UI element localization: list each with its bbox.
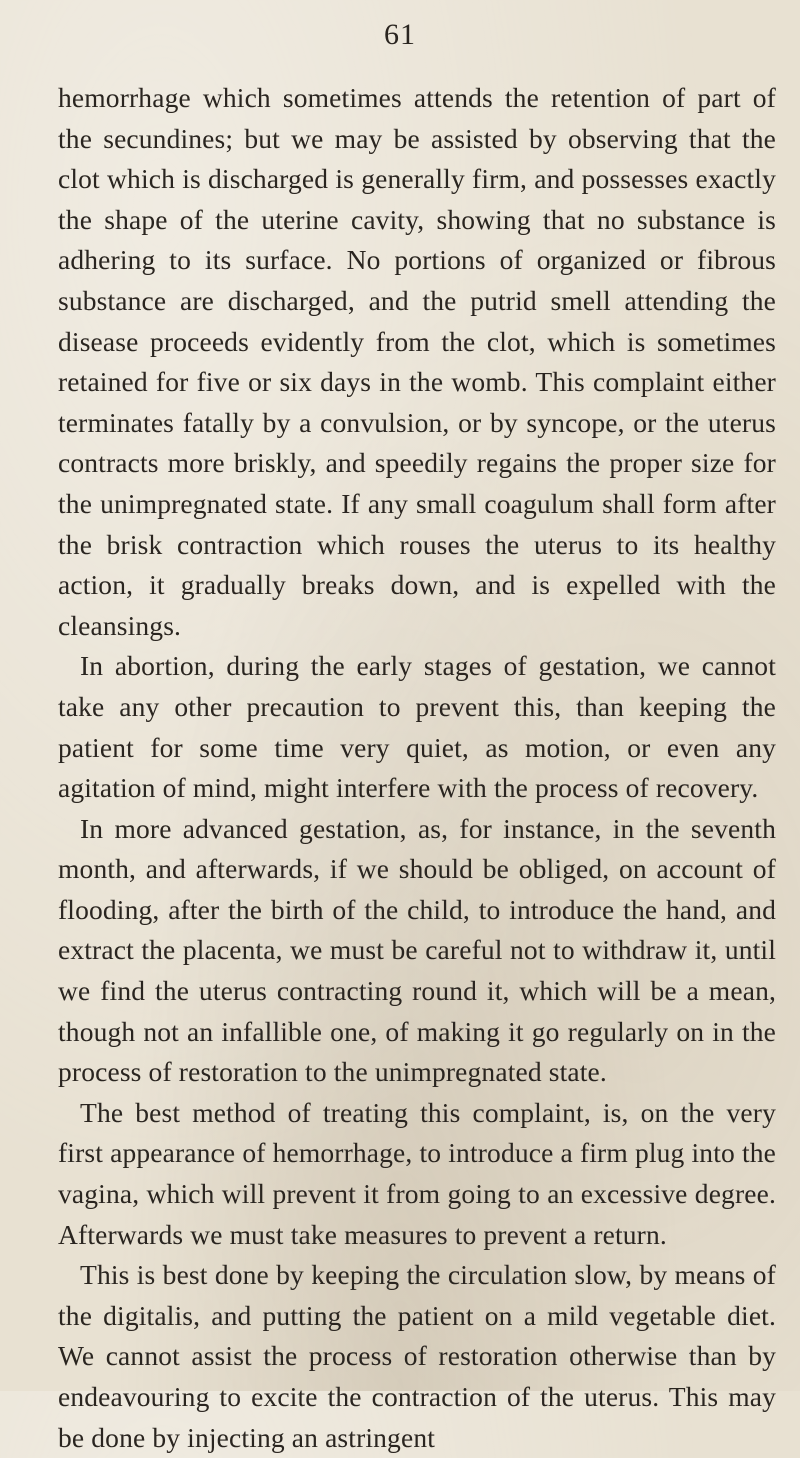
paragraph-advanced-gestation: In more advanced gestation, as, for instance, in the seventh month, and afterwards, if we should be obliged, on account of flooding, after the birth of the child, to introduce the hand, and extract the placenta, we must be careful not to withdraw it, until we find the uterus contracting round it, which will be a mean, though not an infallible one, of making it go regularly on in the process of restoration to the unimpregnated state.	[58, 812, 776, 1088]
body-text	[58, 78, 776, 1458]
paragraph-circulation: This is best done by keeping the circulation slow, by means of the digitalis, and putting the patient on a mild vegetable diet. We cannot assist the process of restoration otherwise than by endeavouring to excite the contraction of the uterus. This may be done by injecting an astringent	[58, 1259, 776, 1453]
paragraph-continuation: hemorrhage which sometimes attends the retention of part of the secundines; but we may be assisted by observing that the clot which is discharged is generally firm, and possesses exactly the shape of the uterine cavity, showing that no substance is adhering to its surface. No portions of organized or fibrous substance are discharged, and the putrid smell attending the disease proceeds evidently from the clot, which is sometimes retained for five or six days in the womb. This complaint either terminates fatally by a convulsion, or by syncope, or the uterus contracts more briskly, and speedily regains the proper size for the unimpregnated state. If any small coagulum shall form after the brisk contraction which rouses the uterus to its healthy action, it gradually breaks down, and is expelled with the cleansings.	[58, 82, 776, 641]
paragraph-treatment: The best method of treating this complaint, is, on the very first appearance of hemorrhage, to introduce a firm plug into the vagina, which will prevent it from going to an excessive degree. Afterwards we must take measures to prevent a return.	[58, 1096, 776, 1250]
paragraph-abortion: In abortion, during the early stages of gestation, we cannot take any other precaution to prevent this, than keeping the patient for some time very quiet, as motion, or even any agitation of mind, might interfere with the process of recovery.	[58, 650, 776, 804]
page-number: 61	[384, 18, 416, 51]
